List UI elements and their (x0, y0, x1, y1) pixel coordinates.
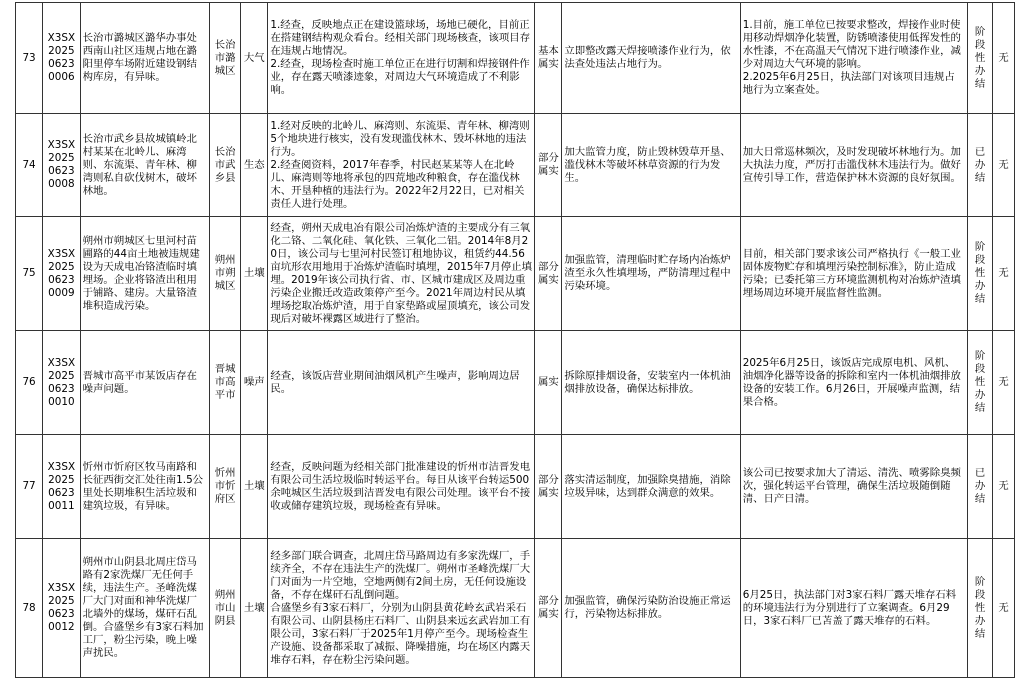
pollution-type: 土壤 (241, 217, 268, 331)
rectification-measures: 加大监管力度，防止毁林毁草开垦、滥伐林木等破坏林草资源的行为发生。 (562, 114, 740, 217)
complaint-content: 长治市潞城区潞华办事处西南山社区违规占地在潞阳里停车场附近建设钢结构库房，有异味。 (80, 3, 209, 114)
row-number: 78 (16, 539, 43, 678)
investigation-result: 经查，反映问题为经相关部门批准建设的忻州市洁晋发电有限公司生活垃圾临时转运平台。每日从该平台转运500余吨城区生活垃圾到洁晋发电有限公司处理。该平台不接收或储存建筑垃圾，现场检查有异味。 (268, 435, 535, 539)
rectification-measures: 加强监管，清理临时贮存场内冶炼炉渣至永久性填埋场，严防清理过程中污染环境。 (562, 217, 740, 331)
complaint-content: 朔州市山阴县北周庄岱马路有2家洗煤厂无任何手续，违法生产。圣峰洗煤厂大门对面和神华洗煤厂北墙外的煤场，煤矸石乱倒。合盛堡乡有3家石料加工厂，粉尘污染，晚上噪声扰民。 (80, 539, 209, 678)
rectification-progress: 6月25日，执法部门对3家石料厂露天堆存石料的环境违法行为分别进行了立案调查。6月29日，3家石料厂已苫盖了露天堆存的石料。 (740, 539, 967, 678)
verdict: 基本属实 (535, 3, 562, 114)
completion-status: 阶段性办结 (968, 3, 993, 114)
completion-status: 阶段性办结 (968, 331, 993, 435)
complaint-content: 长治市武乡县故城镇岭北村某某在北岭儿、麻湾则、东流渠、青年林、柳湾则私自砍伐树木，破坏林地。 (80, 114, 209, 217)
table-row (16, 435, 1015, 539)
administrative-area: 忻州市忻府区 (209, 435, 240, 539)
table-row (16, 331, 1015, 435)
verdict: 部分属实 (535, 539, 562, 678)
accountability: 无 (993, 217, 1015, 331)
accountability: 无 (993, 539, 1015, 678)
pollution-type: 土壤 (241, 539, 268, 678)
case-code: X3SX202506230011 (43, 435, 81, 539)
table-row (16, 114, 1015, 217)
investigation-result: 经多部门联合调查，北周庄岱马路周边有多家洗煤厂，手续齐全，不存在违法生产的洗煤厂。朔州市圣峰洗煤厂大门对面为一片空地，空地两侧有2间土房，无任何设施设备，不存在煤矸石乱倒问题。 合盛堡乡有3家石料厂，分别为山阴县黄花岭玄武岩采石有限公司、山阴县杨庄石料厂、山阴县来远玄武岩加工有限公司，3家石料厂于2025年1月停产至今。现场检查生产设施、设备都采取了减振、降噪措施，均在场区内露天堆存石料，存在粉尘污染问题。 (268, 539, 535, 678)
row-number: 75 (16, 217, 43, 331)
investigation-result: 经查，朔州天成电冶有限公司冶炼炉渣的主要成分有三氧化二铬、二氧化硅、氧化铁、三氧化二铝。2014年8月20日，该公司与七里河村民签订租地协议，租赁约44.56亩坑形农用地用于冶炼炉渣临时填埋，2015年7月停止填埋。2019年该公司执行省、市、区城市建成区及周边重污染企业搬迁改造政策停产至今。2021年周边村民从填埋场挖取冶炼炉渣，用于自家垫路或屋顶填充，该公司发现后对破坏裸露区域进行了整治。 (268, 217, 535, 331)
completion-status: 已办结 (968, 114, 993, 217)
verdict: 属实 (535, 331, 562, 435)
verdict: 部分属实 (535, 114, 562, 217)
accountability: 无 (993, 435, 1015, 539)
rectification-progress: 加大日常巡林频次，及时发现破坏林地行为。加大执法力度，严厉打击滥伐林木违法行为。做好宣传引导工作，营造保护林木资源的良好氛围。 (740, 114, 967, 217)
administrative-area: 长治市潞城区 (209, 3, 240, 114)
rectification-measures: 加强监管，确保污染防治设施正常运行，污染物达标排放。 (562, 539, 740, 678)
rectification-measures: 拆除原排烟设备，安装室内一体机油烟排放设备，确保达标排放。 (562, 331, 740, 435)
table-row (16, 539, 1015, 678)
case-code: X3SX202506230008 (43, 114, 81, 217)
accountability: 无 (993, 3, 1015, 114)
case-table (15, 2, 1015, 678)
rectification-progress: 目前，相关部门要求该公司严格执行《一般工业固体废物贮存和填埋污染控制标准》，防止造成污染；已委托第三方环境监测机构对冶炼炉渣填埋场周边环境开展监督性监测。 (740, 217, 967, 331)
row-number: 76 (16, 331, 43, 435)
complaint-content: 忻州市忻府区牧马南路和长征西街交汇处往南1.5公里处长期堆积生活垃圾和建筑垃圾，有异味。 (80, 435, 209, 539)
row-number: 74 (16, 114, 43, 217)
verdict: 部分属实 (535, 217, 562, 331)
administrative-area: 晋城市高平市 (209, 331, 240, 435)
investigation-result: 经查，该饭店营业期间油烟风机产生噪声，影响周边居民。 (268, 331, 535, 435)
rectification-progress: 1.目前，施工单位已按要求整改，焊接作业时使用移动焊烟净化装置，防锈喷漆使用低挥发性的水性漆，不在高温天气情况下进行喷漆作业，减少对周边大气环境的影响。 2.2025年6月25日，执法部门对该项目违规占地行为立案查处。 (740, 3, 967, 114)
complaint-content: 朔州市朔城区七里河村苗圃路的44亩土地被违规建设为天成电冶铬渣临时填埋场。企业将铬渣出租用于铺路、建房。大量铬渣堆积造成污染。 (80, 217, 209, 331)
rectification-progress: 2025年6月25日，该饭店完成原电机、风机、油烟净化器等设备的拆除和室内一体机油烟排放设备的安装工作。6月26日，开展噪声监测，结果合格。 (740, 331, 967, 435)
pollution-type: 土壤 (241, 435, 268, 539)
verdict: 部分属实 (535, 435, 562, 539)
investigation-result: 1.经查，反映地点正在建设篮球场，场地已硬化，目前正在搭建钢结构观众看台。经相关部门现场核查，该项目存在违规占地情况。 2.经查，现场检查时施工单位正在进行切割和焊接钢件作业，存在露天喷漆迹象，对周边大气环境造成了不利影响。 (268, 3, 535, 114)
completion-status: 已办结 (968, 435, 993, 539)
administrative-area: 朔州市山阴县 (209, 539, 240, 678)
table-row (16, 3, 1015, 114)
case-code: X3SX202506230012 (43, 539, 81, 678)
accountability: 无 (993, 331, 1015, 435)
case-code: X3SX202506230010 (43, 331, 81, 435)
table-row (16, 217, 1015, 331)
rectification-progress: 该公司已按要求加大了清运、清洗、喷雾除臭频次，强化转运平台管理，确保生活垃圾随倒随清、日产日清。 (740, 435, 967, 539)
rectification-measures: 立即整改露天焊接喷漆作业行为，依法查处违法占地行为。 (562, 3, 740, 114)
pollution-type: 噪声 (241, 331, 268, 435)
pollution-type: 大气 (241, 3, 268, 114)
accountability: 无 (993, 114, 1015, 217)
rectification-measures: 落实清运制度，加强除臭措施，消除垃圾异味，达到群众满意的效果。 (562, 435, 740, 539)
row-number: 77 (16, 435, 43, 539)
case-code: X3SX202506230009 (43, 217, 81, 331)
row-number: 73 (16, 3, 43, 114)
completion-status: 阶段性办结 (968, 217, 993, 331)
completion-status: 阶段性办结 (968, 539, 993, 678)
complaint-content: 晋城市高平市某饭店存在噪声问题。 (80, 331, 209, 435)
pollution-type: 生态 (241, 114, 268, 217)
administrative-area: 朔州市朔城区 (209, 217, 240, 331)
administrative-area: 长治市武乡县 (209, 114, 240, 217)
investigation-result: 1.经对反映的北岭儿、麻湾则、东流渠、青年林、柳湾则5个地块进行核实，没有发现滥伐林木、毁坏林地的违法行为。 2.经查阅资料，2017年春季，村民赵某某等人在北岭儿、麻湾则等地将承包的四荒地改种粮食，存在滥伐林木、开垦种植的违法行为。2022年2月22日，已对相关责任人进行处理。 (268, 114, 535, 217)
case-code: X3SX202506230006 (43, 3, 81, 114)
